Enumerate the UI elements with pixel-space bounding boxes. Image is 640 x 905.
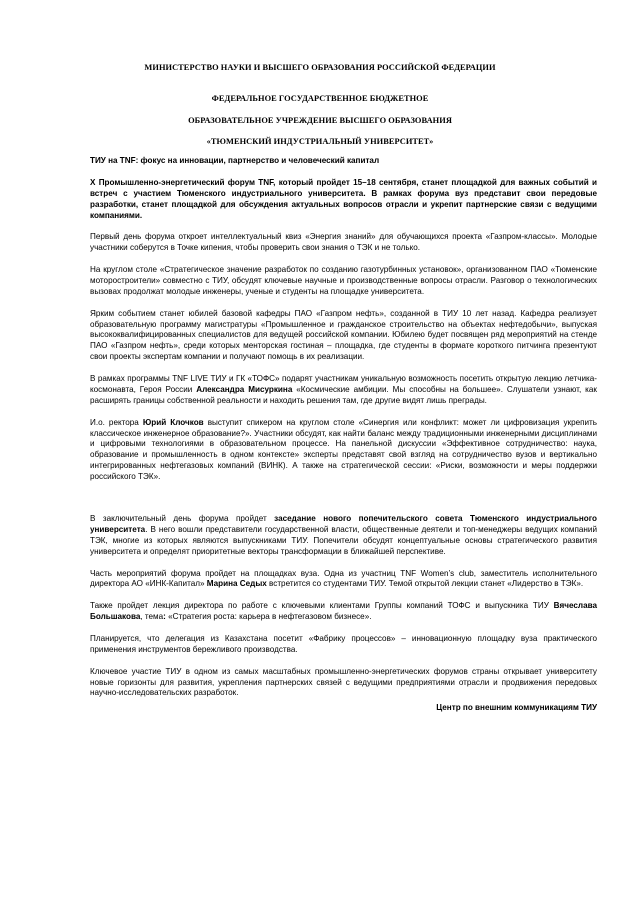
paragraph-gap bbox=[90, 494, 597, 514]
paragraph-quiz: Первый день форума откроет интеллектуальный квиз «Энергия знаний» для обучающихся проекта «Газпром-классы». Молодые участники соберутся в Точке кипения, чтобы проверить свои знания о ТЭК и не только. bbox=[90, 232, 597, 253]
paragraph-kazakhstan: Планируется, что делегация из Казахстана посетит «Фабрику процессов» – инновационную площадку вуза практического применения инструментов бережливого производства. bbox=[90, 633, 597, 654]
paragraph-anniversary: Ярким событием станет юбилей базовой кафедры ПАО «Газпром нефть», созданной в ТИУ 10 лет назад. Кафедра реализует образовательную программу магистратуры «Промышленное и гражданское строительство на объектах нефтедобычи», выпуская высококвалифицированных специалистов для ведущей российской компании. Юбилею будет посвящен ряд мероприятий на стенде ПАО «Газпром нефть», среди которых менторская гостиная – площадка, где студенты в формате короткого питчинга презентуют свои проекты экспертам компании и получают помощь в их реализации. bbox=[90, 308, 597, 362]
person-name: Вячеслава Большакова bbox=[90, 601, 597, 622]
paragraph-womens-club: Часть мероприятий форума пройдет на площадках вуза. Одна из участниц TNF Women’s club, заместитель исполнительного директора АО «ИНК-Капитал» Марина Седых встретится со студентами ТИУ. Темой открытой лекции станет «Лидерство в ТЭК». bbox=[90, 568, 597, 589]
paragraph-round-table: На круглом столе «Стратегическое значение разработок по созданию газотурбинных установок», организованном ПАО «Тюменские моторостроители» совместно с ТИУ, обсудят ключевые научные и производственные вопросы отрасли. Разговор о технологических вызовах продолжат молодые инженеры, ученые и студенты на площадке университета. bbox=[90, 265, 597, 296]
university-name: «ТЮМЕНСКИЙ ИНДУСТРИАЛЬНЫЙ УНИВЕРСИТЕТ» bbox=[206, 137, 434, 146]
board-meeting-highlight: заседание нового попечительского совета Тюменского индустриального университета bbox=[90, 513, 597, 534]
signature: Центр по внешним коммуникациям ТИУ bbox=[436, 703, 597, 713]
institution-header-line-1: ФЕДЕРАЛЬНОЕ ГОСУДАРСТВЕННОЕ БЮДЖЕТНОЕ bbox=[211, 94, 429, 103]
article-title: ТИУ на TNF: фокус на инновации, партнерство и человеческий капитал bbox=[90, 156, 380, 165]
paragraph-conclusion: Ключевое участие ТИУ в одном из самых масштабных промышленно-энергетических форумов страны открывает университету новые горизонты для развития, укрепления партнерских связей с ведущими предприятиями отрасли и продвижения передовых научно-исследовательских разработок. bbox=[90, 666, 597, 698]
paragraph-lecture-cosmonaut: В рамках программы TNF LIVE ТИУ и ГК «ТОФС» подарят участникам уникальную возможность посетить открытую лекцию летчика-космонавта, Героя России Александра Мисуркина «Космические амбиции. Мы способны на большее». Слушатели узнают, как расширять границы собственной реальности и находить решения там, где другие видят лишь преграды. bbox=[90, 374, 597, 405]
paragraph-board-meeting: В заключительный день форума пройдет заседание нового попечительского совета Тюменского индустриального университета. В него вошли представители государственной власти, общественные деятели и топ-менеджеры ведущих компаний ТЭК, многие из которых являются выпускниками ТИУ. Попечители обсудят концептуальные основы стратегического развития университета и определят приоритетные векторы трансформации в ближайшей перспективе. bbox=[90, 513, 597, 556]
person-name: Александра Мисуркина bbox=[196, 384, 293, 394]
person-name: Марина Седых bbox=[206, 579, 267, 589]
paragraph-tofs-lecture: Также пройдет лекция директора по работе с ключевыми клиентами Группы компаний ТОФС и выпускника ТИУ Вячеслава Большакова, тема: «Стратегия роста: карьера в нефтегазовом бизнесе». bbox=[90, 601, 597, 622]
lead-paragraph: X Промышленно-энергетический форум TNF, который пройдет 15–18 сентября, станет площадкой для важных событий и встреч с участием Тюменского индустриального университета. В рамках форума вуз представит свои передовые разработки, станет площадкой для обсуждения актуальных вопросов отрасли и укрепит партнерские связи с ведущими компаниями. bbox=[90, 177, 597, 220]
paragraph-rector: И.о. ректора Юрий Клочков выступит спикером на круглом столе «Синергия или конфликт: может ли цифровизация укрепить классическое инженерное образование?». Участники обсудят, как найти баланс между традиционными инженерными дисциплинами и цифровыми технологиями в образовательном процессе. На панельной дискуссии «Эффективное сотрудничество: наука, образование и промышленность в одном контексте» эксперты представят свой взгляд на сотрудничество вузов и вертикально интегрированных нефтегазовых компаний (ВИНК). А также на стратегической сессии: «Риски, возможности и меры поддержки российского ТЭК». bbox=[90, 417, 597, 482]
ministry-header: МИНИСТЕРСТВО НАУКИ И ВЫСШЕГО ОБРАЗОВАНИЯ РОССИЙСКОЙ ФЕДЕРАЦИИ bbox=[144, 63, 496, 72]
article-body bbox=[90, 156, 597, 714]
institution-header-line-2: ОБРАЗОВАТЕЛЬНОЕ УЧРЕЖДЕНИЕ ВЫСШЕГО ОБРАЗОВАНИЯ bbox=[188, 116, 452, 125]
person-name: Юрий Клочков bbox=[142, 417, 204, 427]
